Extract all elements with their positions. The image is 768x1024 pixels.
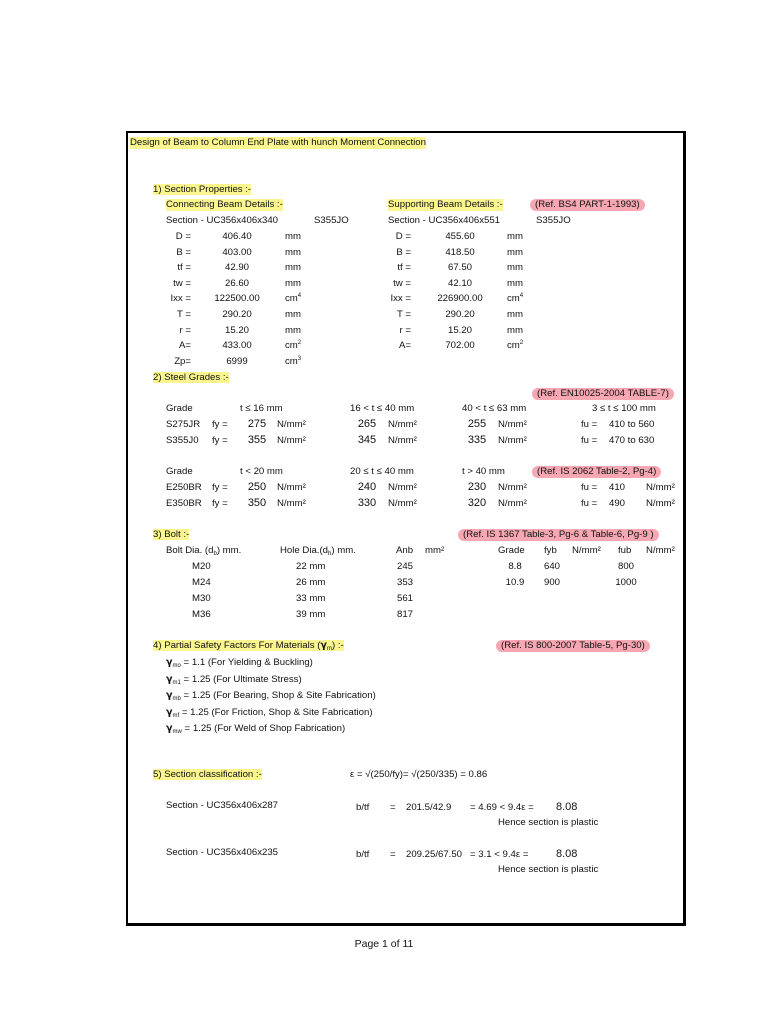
fub-header: fub [618,545,632,556]
reference-is800: (Ref. IS 800-2007 Table-5, Pg-30) [496,640,650,652]
fy-label: fy = [212,497,228,509]
property-unit: mm [507,324,523,336]
hole-diameter: 26 mm [296,577,326,588]
fu-value: 410 [609,482,626,493]
bolt-fub: 800 [617,561,634,572]
property-label: B = [176,246,191,258]
classification-note: Hence section is plastic [498,817,599,828]
fy-unit: N/mm² [498,419,527,430]
property-unit: mm [285,309,301,320]
fy-value: 240 [357,481,377,493]
fu-label: fu = [581,482,598,493]
steel-grade-name: S275JR [166,419,201,430]
classified-section: Section - UC356x406x287 [166,800,278,811]
section-3-heading: 3) Bolt :- [153,529,190,540]
hole-diameter: 33 mm [296,593,326,604]
steel-grade-name: E350BR [166,497,202,509]
fy-label: fy = [212,482,228,493]
property-unit: mm [285,277,301,289]
fy-unit: N/mm² [277,482,306,493]
fy-value: 255 [467,418,487,430]
fy-value: 265 [357,418,377,430]
bolt-size: M24 [192,577,211,588]
safety-factor-item: $\gamma_{m1} = 1.25$ (For Ultimate Stress) [166,673,302,686]
property-unit: $cm^4$ [507,293,524,305]
grade-table-2-head-t-over-40: t > 40 mm [462,466,505,477]
grade-table-1-head-grade: Grade [166,403,193,414]
property-value: 702.00 [445,340,475,352]
ratio-calculation: 201.5/42.9 [406,802,452,813]
property-label: Ixx = [170,293,191,305]
property-label: Ixx = [390,293,411,305]
property-label: A= [398,340,411,352]
bolt-size: M30 [192,593,211,604]
fy-unit: N/mm² [498,482,527,493]
property-unit: $cm^4$ [285,293,302,305]
steel-grade-name: S355J0 [166,434,199,446]
classified-section: Section - UC356x406x235 [166,847,278,858]
ratio-result: = 3.1 < 9.4ε = [470,849,529,860]
fu-unit: N/mm² [646,497,675,509]
fy-value: 320 [467,496,487,509]
property-value: 455.60 [445,231,475,242]
property-unit: mm [285,246,301,258]
plastic-limit: 8.08 [556,848,578,860]
classification-note: Hence section is plastic [498,864,599,875]
fy-label: fy = [212,434,228,446]
fy-unit: N/mm² [277,497,306,509]
bolt-size: M36 [192,609,211,620]
property-unit: mm [285,231,301,242]
grade-table-1-head-t63: 40 < t ≤ 63 mm [462,403,527,414]
property-value: 290.20 [445,309,475,320]
bolt-size: M20 [192,561,211,572]
fy-label: fy = [212,419,228,430]
property-unit: $cm^2$ [507,340,524,352]
safety-factor-item: $\gamma_{mw} = 1.25$ (For Weld of Shop Fabrication) [166,723,346,735]
property-value: 418.50 [445,246,475,258]
section-1-heading: 1) Section Properties :- [153,184,252,195]
fyb-unit-header: N/mm² [572,545,601,556]
property-unit: mm [507,231,523,242]
bolt-fyb: 640 [544,561,561,572]
bolt-fyb: 900 [544,577,561,588]
property-value: 26.60 [224,277,249,289]
property-unit: mm [507,277,523,289]
fy-unit: N/mm² [388,434,417,446]
fub-unit-header: N/mm² [646,545,675,556]
ratio-result: = 4.69 < 9.4ε = [470,802,534,813]
supporting-beam-heading: Supporting Beam Details :- [388,199,503,210]
page-number: Page 1 of 11 [354,938,414,950]
ratio-label: b/tf [356,849,370,860]
fy-value: 345 [357,433,377,446]
grade-table-2-head-t20: t < 20 mm [240,466,283,477]
property-value: 433.00 [222,340,252,352]
grade-table-1-head-t40: 16 < t ≤ 40 mm [350,403,415,414]
property-value: 122500.00 [214,293,260,305]
property-label: tw = [173,277,191,289]
fu-value: 410 to 560 [609,419,655,430]
equals-sign: = [390,802,396,813]
property-label: T = [397,309,411,320]
property-unit: $cm^2$ [285,340,302,352]
property-label: D = [395,231,411,242]
property-label: r = [179,324,191,336]
supporting-section-name: Section - UC356x406x551 [388,215,500,226]
ratio-label: b/tf [356,802,370,813]
bolt-area: 353 [397,577,414,588]
bolt-area: 245 [397,561,414,572]
fy-unit: N/mm² [498,497,527,509]
property-value: 15.20 [447,324,472,336]
property-label: D = [175,231,191,242]
fu-label: fu = [581,419,598,430]
fy-unit: N/mm² [388,482,417,493]
property-label: T = [177,309,191,320]
connecting-steel-grade: S355JO [314,215,349,226]
property-value: 226900.00 [437,293,483,305]
hole-diameter: 22 mm [296,561,326,572]
property-value: 15.20 [224,324,249,336]
property-unit: $cm^3$ [285,355,302,367]
reference-bs4: (Ref. BS4 PART-1-1993) [530,199,645,211]
safety-factor-item: $\gamma_{mb} = 1.25$ (For Bearing, Shop & Site Fabrication) [166,690,376,702]
property-unit: mm [507,309,523,320]
fyb-header: fyb [544,545,557,556]
bolt-grade-header: Grade [498,545,525,556]
grade-table-2-head-t40: 20 ≤ t ≤ 40 mm [350,466,414,477]
hole-dia-header: Hole $Dia.(d_h)$ mm. [280,545,356,557]
property-unit: mm [285,324,301,336]
fy-value: 230 [467,481,487,493]
equals-sign: = [390,849,396,860]
fy-value: 275 [247,418,267,430]
fy-value: 330 [357,496,377,509]
property-unit: mm [507,246,523,258]
property-label: Zp= [174,355,191,367]
property-value: 67.50 [447,262,472,274]
bolt-area: 817 [397,609,414,620]
hole-diameter: 39 mm [296,609,326,620]
anb-header: Anb [396,545,414,556]
fy-unit: N/mm² [498,434,527,446]
steel-grade-name: E250BR [166,482,202,493]
supporting-steel-grade: S355JO [536,215,571,226]
fu-label: fu = [581,497,598,509]
fy-value: 250 [247,481,267,493]
property-value: 403.00 [222,246,252,258]
connecting-section-name: Section - UC356x406x340 [166,215,278,226]
grade-table-1-head-t16: t ≤ 16 mm [240,403,283,414]
grade-table-2-head-grade: Grade [166,466,193,477]
safety-factor-item: $\gamma_{mo} = 1.1$ (For Yielding & Buckling) [166,657,313,669]
fu-value: 470 to 630 [609,434,655,446]
property-unit: mm [285,262,301,274]
bolt-grade: 8.8 [508,561,522,572]
fu-value: 490 [609,497,626,509]
grade-table-1-head-t100: 3 ≤ t ≤ 100 mm [592,403,656,414]
property-value: 290.20 [222,309,252,320]
reference-is1367: (Ref. IS 1367 Table-3, Pg-6 & Table-6, Pg-9 ) [458,529,659,541]
fy-value: 350 [247,496,267,509]
fy-value: 335 [467,433,487,446]
fy-unit: N/mm² [277,434,306,446]
property-label: r = [399,324,411,336]
property-value: 6999 [226,355,248,367]
fy-unit: N/mm² [277,419,306,430]
fy-value: 355 [247,433,267,446]
document-title: Design of Beam to Column End Plate with hunch Moment Connection [130,137,426,148]
property-label: tf = [177,262,191,274]
property-value: 42.10 [447,277,472,289]
section-5-heading: 5) Section classification :- [153,769,262,780]
plastic-limit: 8.08 [556,801,578,813]
reference-en10025: (Ref. EN10025-2004 TABLE-7) [532,388,674,400]
epsilon-formula: ε = √(250/fy)= √(250/335) = 0.86 [350,769,488,780]
fu-unit: N/mm² [646,482,675,493]
anb-unit-header: mm² [425,545,445,556]
property-value: 406.40 [222,231,252,242]
bolt-area: 561 [397,593,414,604]
fy-unit: N/mm² [388,497,417,509]
connecting-beam-heading: Connecting Beam Details :- [166,199,283,210]
fy-unit: N/mm² [388,419,417,430]
section-2-heading: 2) Steel Grades :- [153,372,229,383]
safety-factor-item: $\gamma_{mf} = 1.25$ (For Friction, Shop & Site Fabrication) [166,706,373,719]
ratio-calculation: 209.25/67.50 [406,849,463,860]
property-unit: mm [507,262,523,274]
property-value: 42.90 [224,262,249,274]
property-label: tf = [397,262,411,274]
bolt-dia-header: Bolt Dia. $(d_b)$ mm. [166,545,242,557]
property-label: tw = [393,277,411,289]
section-4-heading: 4) Partial Safety Factors For Materials $(\gamma_m)$ :- [153,640,344,652]
reference-is2062: (Ref. IS 2062 Table-2, Pg-4) [532,466,661,478]
property-label: A= [178,340,191,352]
bolt-grade: 10.9 [505,577,525,588]
property-label: B = [396,246,411,258]
fu-label: fu = [581,434,598,446]
bolt-fub: 1000 [615,577,637,588]
